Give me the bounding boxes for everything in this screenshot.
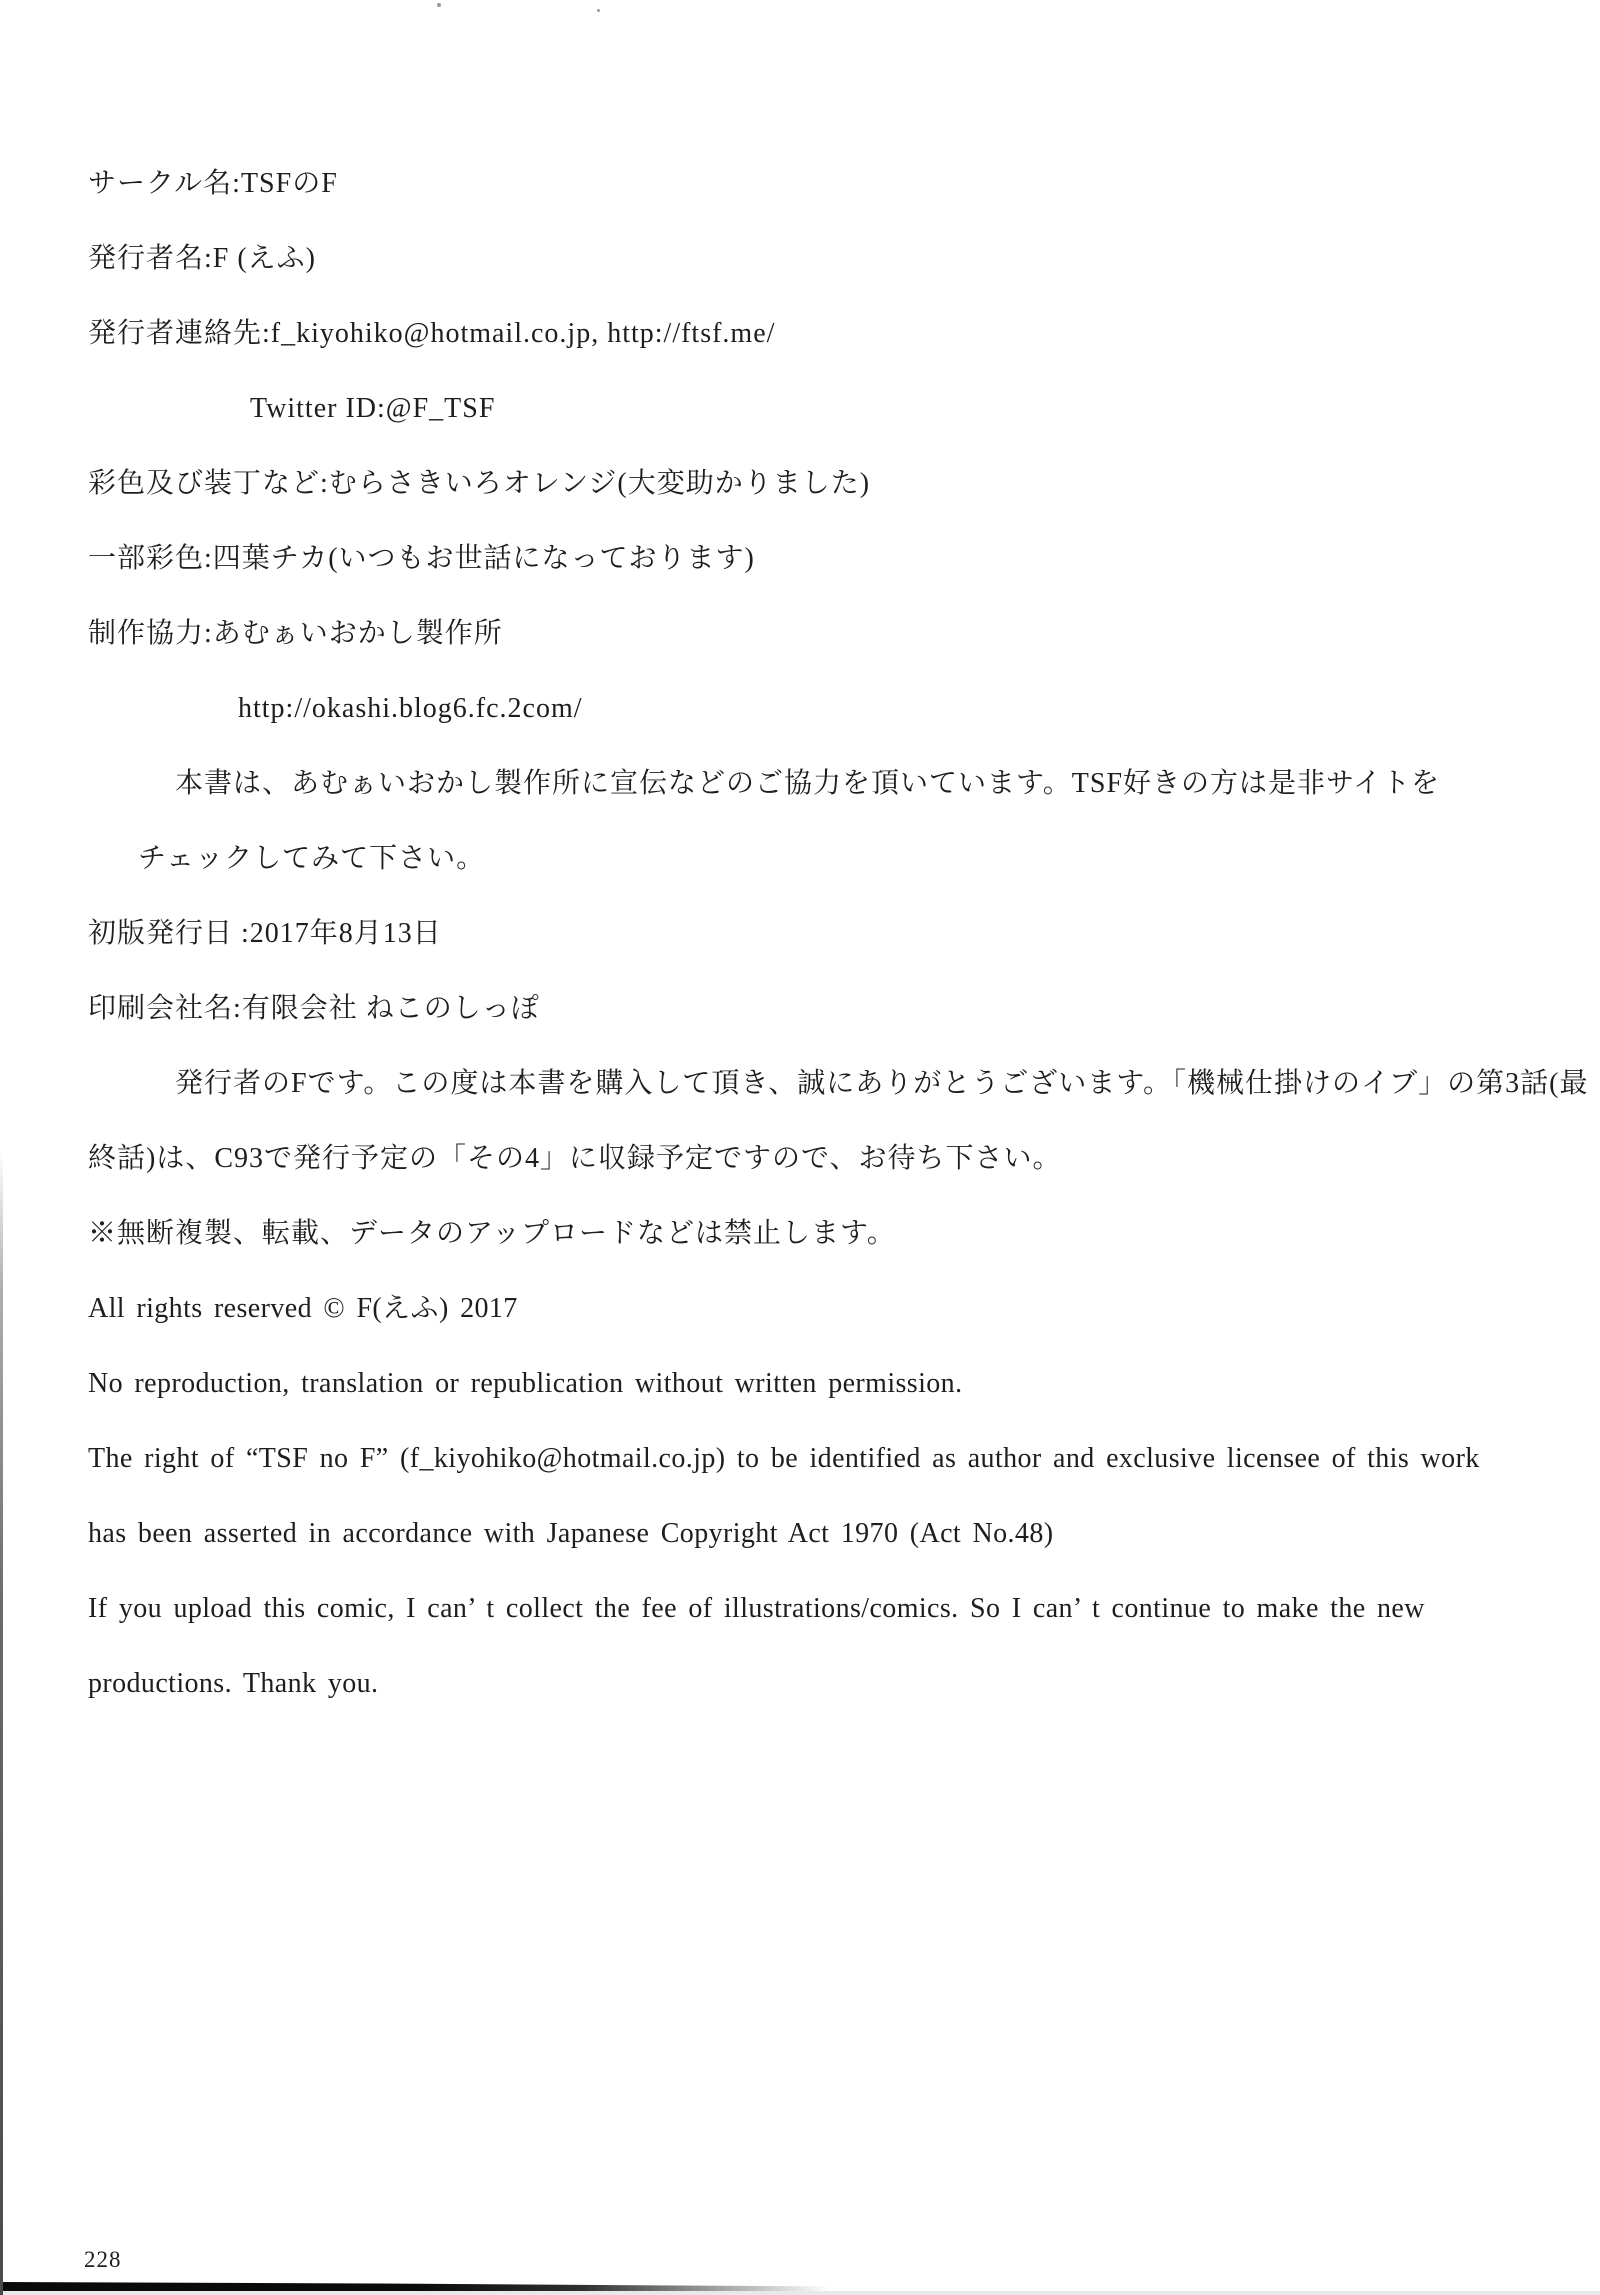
twitter-id-line: Twitter ID:@F_TSF xyxy=(250,393,496,424)
cooperation-url-line: http://okashi.blog6.fc.2com/ xyxy=(238,693,583,724)
scan-left-edge-shadow xyxy=(0,1150,3,2295)
scan-dust-speck xyxy=(437,3,441,7)
first-edition-date-line: 初版発行日 :2017年8月13日 xyxy=(88,918,442,949)
author-message-line-1: 発行者のFです。この度は本書を購入して頂き、誠にありがとうございます。「機械仕掛けのイブ」の第3話(最 xyxy=(175,1068,1589,1099)
copyright-claim-line-2: has been asserted in accordance with Japanese Copyright Act 1970 (Act No.48) xyxy=(88,1518,1054,1549)
copyright-claim-line-1: The right of “TSF no F” (f_kiyohiko@hotmail.co.jp) to be identified as author and exclusive licensee of this work xyxy=(88,1443,1480,1474)
rights-reserved-line: All rights reserved © F(えふ) 2017 xyxy=(88,1293,518,1324)
scan-edge-strip xyxy=(0,2291,1600,2295)
no-reproduction-line: No reproduction, translation or republication without written permission. xyxy=(88,1368,963,1399)
promotion-note-line-1: 本書は、あむぁいおかし製作所に宣伝などのご協力を頂いています。TSF好きの方は是非サイトを xyxy=(175,768,1441,799)
circle-name-line: サークル名:TSFのF xyxy=(88,168,338,199)
promotion-note-line-2: チェックしてみて下さい。 xyxy=(138,843,486,874)
scan-edge-bar xyxy=(0,2281,830,2291)
upload-warning-line-1: If you upload this comic, I can’ t collect the fee of illustrations/comics. So I can’ t continue to make the new xyxy=(88,1593,1425,1624)
printing-company-line: 印刷会社名:有限会社 ねこのしっぽ xyxy=(88,993,540,1024)
scan-dust-speck xyxy=(597,9,600,12)
page-number: 228 xyxy=(84,2247,122,2272)
no-copy-warning-line: ※無断複製、転載、データのアップロードなどは禁止します。 xyxy=(88,1218,896,1249)
publisher-contact-line: 発行者連絡先:f_kiyohiko@hotmail.co.jp, http://ftsf.me/ xyxy=(88,318,776,349)
partial-coloring-credit-line: 一部彩色:四葉チカ(いつもお世話になっております) xyxy=(88,543,755,574)
colophon-text-block xyxy=(88,168,1589,1745)
author-message-line-2: 終話)は、C93で発行予定の「その4」に収録予定ですので、お待ち下さい。 xyxy=(88,1143,1062,1174)
publisher-name-line: 発行者名:F (えふ) xyxy=(88,243,317,274)
production-cooperation-line: 制作協力:あむぁいおかし製作所 xyxy=(88,618,503,649)
upload-warning-line-2: productions. Thank you. xyxy=(88,1668,379,1699)
coloring-binding-credit-line: 彩色及び装丁など:むらさきいろオレンジ(大変助かりました) xyxy=(88,468,871,499)
